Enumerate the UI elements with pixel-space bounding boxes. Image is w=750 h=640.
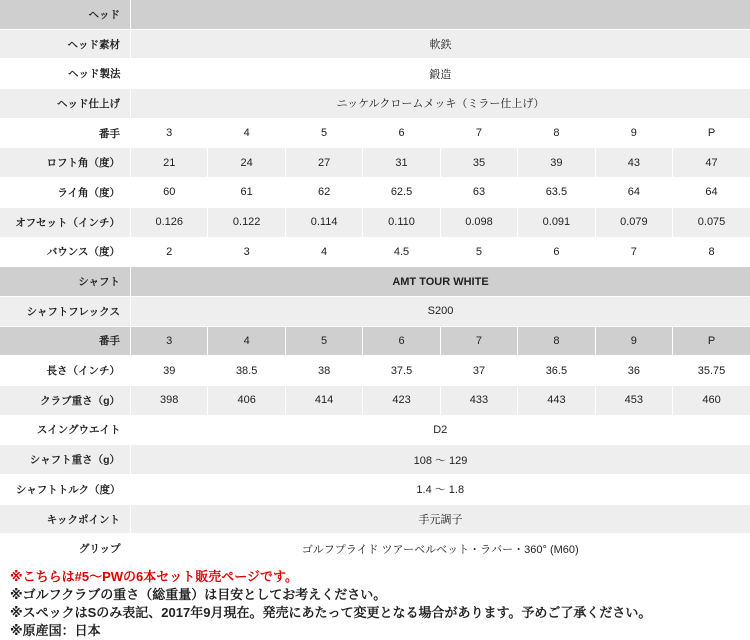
cell: 24	[208, 148, 285, 178]
shaft-weight-row	[0, 445, 750, 475]
head-numbers-row	[0, 118, 750, 148]
row-value: D2	[131, 415, 750, 445]
cell: 433	[440, 385, 517, 415]
row-value: S200	[131, 296, 750, 326]
row-label: オフセット（インチ）	[0, 207, 131, 237]
cell: 7	[440, 118, 517, 148]
cell: 4	[285, 237, 362, 267]
note-origin: ※原産国：日本	[10, 622, 740, 640]
head-material-row	[0, 29, 750, 59]
cell: 0.114	[285, 207, 362, 237]
shaft-numbers-row	[0, 326, 750, 356]
cell: 3	[131, 118, 208, 148]
length-row	[0, 356, 750, 386]
cell: 6	[363, 326, 440, 356]
head-section-blank	[131, 0, 750, 29]
row-label: シャフトフレックス	[0, 296, 131, 326]
cell: 7	[595, 237, 672, 267]
row-label: クラブ重さ（g）	[0, 385, 131, 415]
cell: 0.122	[208, 207, 285, 237]
cell: 9	[595, 118, 672, 148]
cell: 414	[285, 385, 362, 415]
cell: P	[673, 118, 750, 148]
cell: 5	[285, 326, 362, 356]
row-label: キックポイント	[0, 504, 131, 534]
cell: 27	[285, 148, 362, 178]
row-value: 1.4 〜 1.8	[131, 475, 750, 505]
cell: 31	[363, 148, 440, 178]
cell: 443	[518, 385, 595, 415]
cell: 62.5	[363, 178, 440, 208]
cell: 61	[208, 178, 285, 208]
row-label: スイングウエイト	[0, 415, 131, 445]
cell: 406	[208, 385, 285, 415]
head-section-label: ヘッド	[0, 0, 131, 29]
row-value: 手元調子	[131, 504, 750, 534]
cell: 4	[208, 326, 285, 356]
row-label: 番手	[0, 118, 131, 148]
head-section-row	[0, 0, 750, 29]
shaft-flex-row	[0, 296, 750, 326]
cell: 6	[363, 118, 440, 148]
cell: 4.5	[363, 237, 440, 267]
row-value: 108 〜 129	[131, 445, 750, 475]
cell: 0.098	[440, 207, 517, 237]
note-set-sale: ※こちらは#5〜PWの6本セット販売ページです。	[10, 568, 740, 586]
cell: 63	[440, 178, 517, 208]
row-label: バウンス（度）	[0, 237, 131, 267]
head-finish-row	[0, 89, 750, 119]
row-label: 番手	[0, 326, 131, 356]
row-label: 長さ（インチ）	[0, 356, 131, 386]
cell: 0.075	[673, 207, 750, 237]
cell: 8	[518, 118, 595, 148]
cell: 0.091	[518, 207, 595, 237]
cell: 5	[285, 118, 362, 148]
cell: 398	[131, 385, 208, 415]
cell: 62	[285, 178, 362, 208]
cell: 37.5	[363, 356, 440, 386]
cell: 35.75	[673, 356, 750, 386]
cell: 43	[595, 148, 672, 178]
swing-weight-row	[0, 415, 750, 445]
cell: 0.079	[595, 207, 672, 237]
club-weight-row	[0, 385, 750, 415]
cell: 39	[131, 356, 208, 386]
head-manufacturing-row	[0, 59, 750, 89]
row-value: ゴルフプライド ツアーベルベット・ラバー・360° (M60)	[131, 534, 750, 564]
cell: 39	[518, 148, 595, 178]
kick-point-row	[0, 504, 750, 534]
cell: 64	[595, 178, 672, 208]
loft-row	[0, 148, 750, 178]
cell: 38.5	[208, 356, 285, 386]
cell: 35	[440, 148, 517, 178]
offset-row	[0, 207, 750, 237]
cell: 47	[673, 148, 750, 178]
note-weight: ※ゴルフクラブの重さ（総重量）は目安としてお考えください。	[10, 586, 740, 604]
row-label: グリップ	[0, 534, 131, 564]
cell: 0.126	[131, 207, 208, 237]
row-value: 軟鉄	[131, 29, 750, 59]
row-label: ヘッド仕上げ	[0, 89, 131, 119]
cell: 3	[208, 237, 285, 267]
cell: 36	[595, 356, 672, 386]
torque-row	[0, 475, 750, 505]
row-value: 鍛造	[131, 59, 750, 89]
cell: 9	[595, 326, 672, 356]
shaft-name: AMT TOUR WHITE	[131, 267, 750, 297]
row-label: ライ角（度）	[0, 178, 131, 208]
cell: 3	[131, 326, 208, 356]
grip-row	[0, 534, 750, 564]
row-label: シャフト重さ（g）	[0, 445, 131, 475]
cell: 423	[363, 385, 440, 415]
bounce-row	[0, 237, 750, 267]
cell: 64	[673, 178, 750, 208]
note-spec: ※スペックはSのみ表記、2017年9月現在。発売にあたって変更となる場合があります。予めご了承ください。	[10, 604, 740, 622]
cell: 453	[595, 385, 672, 415]
row-label: ヘッド素材	[0, 29, 131, 59]
cell: 38	[285, 356, 362, 386]
cell: P	[673, 326, 750, 356]
cell: 0.110	[363, 207, 440, 237]
cell: 4	[208, 118, 285, 148]
row-value: ニッケルクロームメッキ（ミラー仕上げ）	[131, 89, 750, 119]
shaft-section-label: シャフト	[0, 267, 131, 297]
cell: 2	[131, 237, 208, 267]
cell: 8	[518, 326, 595, 356]
row-label: ロフト角（度）	[0, 148, 131, 178]
cell: 37	[440, 356, 517, 386]
cell: 63.5	[518, 178, 595, 208]
row-label: ヘッド製法	[0, 59, 131, 89]
cell: 5	[440, 237, 517, 267]
cell: 36.5	[518, 356, 595, 386]
shaft-section-row	[0, 267, 750, 297]
lie-row	[0, 178, 750, 208]
cell: 60	[131, 178, 208, 208]
notes	[0, 564, 750, 640]
cell: 6	[518, 237, 595, 267]
cell: 7	[440, 326, 517, 356]
cell: 8	[673, 237, 750, 267]
cell: 460	[673, 385, 750, 415]
cell: 21	[131, 148, 208, 178]
row-label: シャフトトルク（度）	[0, 475, 131, 505]
